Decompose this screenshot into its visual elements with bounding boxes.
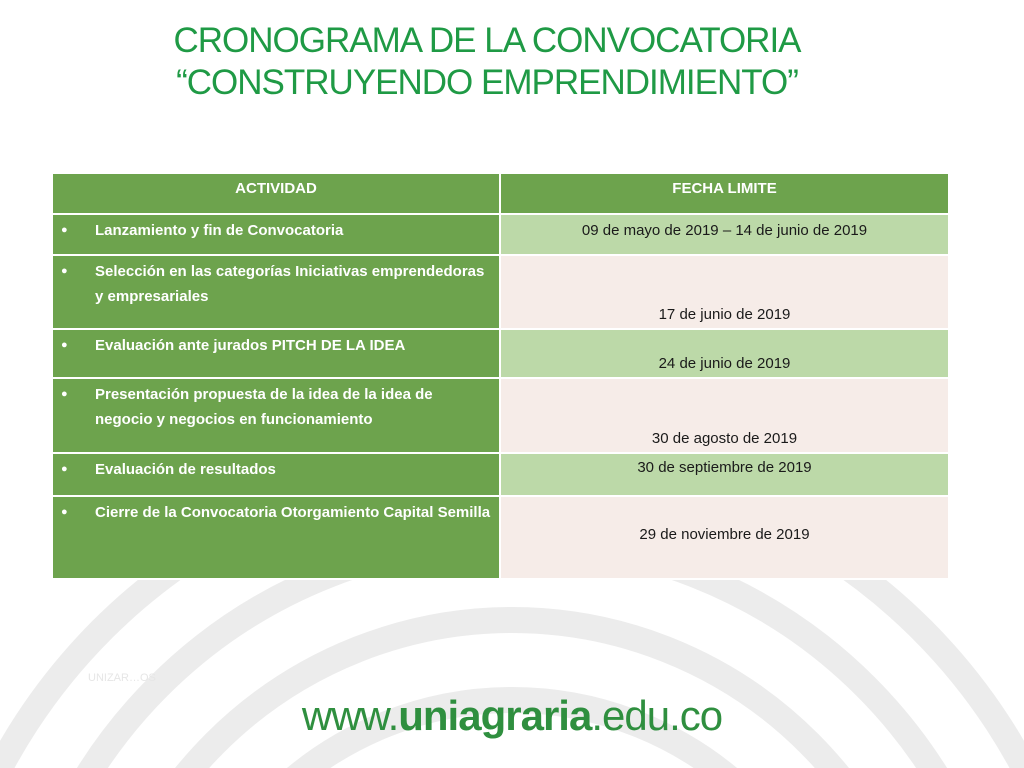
table-row	[52, 378, 949, 453]
table-row	[52, 329, 949, 378]
schedule-table	[51, 172, 950, 580]
activity-cell	[52, 378, 500, 453]
activity-cell	[52, 453, 500, 496]
activity-cell	[52, 496, 500, 579]
activity-cell	[52, 329, 500, 378]
table-row	[52, 255, 949, 329]
bullet-icon: ●	[61, 224, 68, 236]
table-row	[52, 496, 949, 579]
table-header-row	[52, 173, 949, 214]
activity-text: Presentación propuesta de la idea de la idea de negocio y negocios en funcionamiento	[95, 386, 433, 428]
activity-cell	[52, 255, 500, 329]
url-prefix: www.	[301, 692, 399, 739]
date-cell	[500, 329, 949, 378]
date-text: 30 de agosto de 2019	[651, 430, 798, 447]
header-activity: ACTIVIDAD	[52, 173, 500, 214]
table-row	[52, 214, 949, 255]
url-suffix: .edu.co	[591, 692, 723, 739]
date-cell	[500, 378, 949, 453]
date-text: 17 de junio de 2019	[658, 306, 791, 323]
header-deadline: FECHA LIMITE	[500, 173, 949, 214]
date-cell	[500, 255, 949, 329]
date-text: 29 de noviembre de 2019	[639, 526, 810, 543]
activity-text: Lanzamiento y fin de Convocatoria	[95, 222, 344, 239]
activity-text: Evaluación ante jurados PITCH DE LA IDEA	[95, 337, 406, 354]
website-url[interactable]	[0, 692, 1024, 740]
activity-text: Selección en las categorías Iniciativas emprendedoras y empresariales	[95, 263, 485, 305]
title-line-2: “CONSTRUYENDO EMPRENDIMIENTO”	[176, 63, 798, 102]
date-cell	[500, 453, 949, 496]
date-text: 30 de septiembre de 2019	[637, 459, 812, 476]
activity-cell	[52, 214, 500, 255]
bullet-icon: ●	[61, 463, 68, 475]
date-text: 09 de mayo de 2019 – 14 de junio de 2019	[581, 222, 868, 239]
activity-text: Evaluación de resultados	[95, 461, 276, 478]
title-line-1: CRONOGRAMA DE LA CONVOCATORIA	[173, 21, 801, 60]
date-cell	[500, 496, 949, 579]
page-title	[0, 20, 974, 104]
bullet-icon: ●	[61, 388, 68, 400]
bullet-icon: ●	[61, 339, 68, 351]
bullet-icon: ●	[61, 265, 68, 277]
table-row	[52, 453, 949, 496]
url-brand: uniagraria	[398, 692, 592, 739]
date-cell	[500, 214, 949, 255]
bullet-icon: ●	[61, 506, 68, 518]
faint-watermark-text: UNIZAR…OS	[88, 672, 156, 684]
date-text: 24 de junio de 2019	[658, 355, 791, 372]
activity-text: Cierre de la Convocatoria Otorgamiento Capital Semilla	[95, 504, 491, 521]
